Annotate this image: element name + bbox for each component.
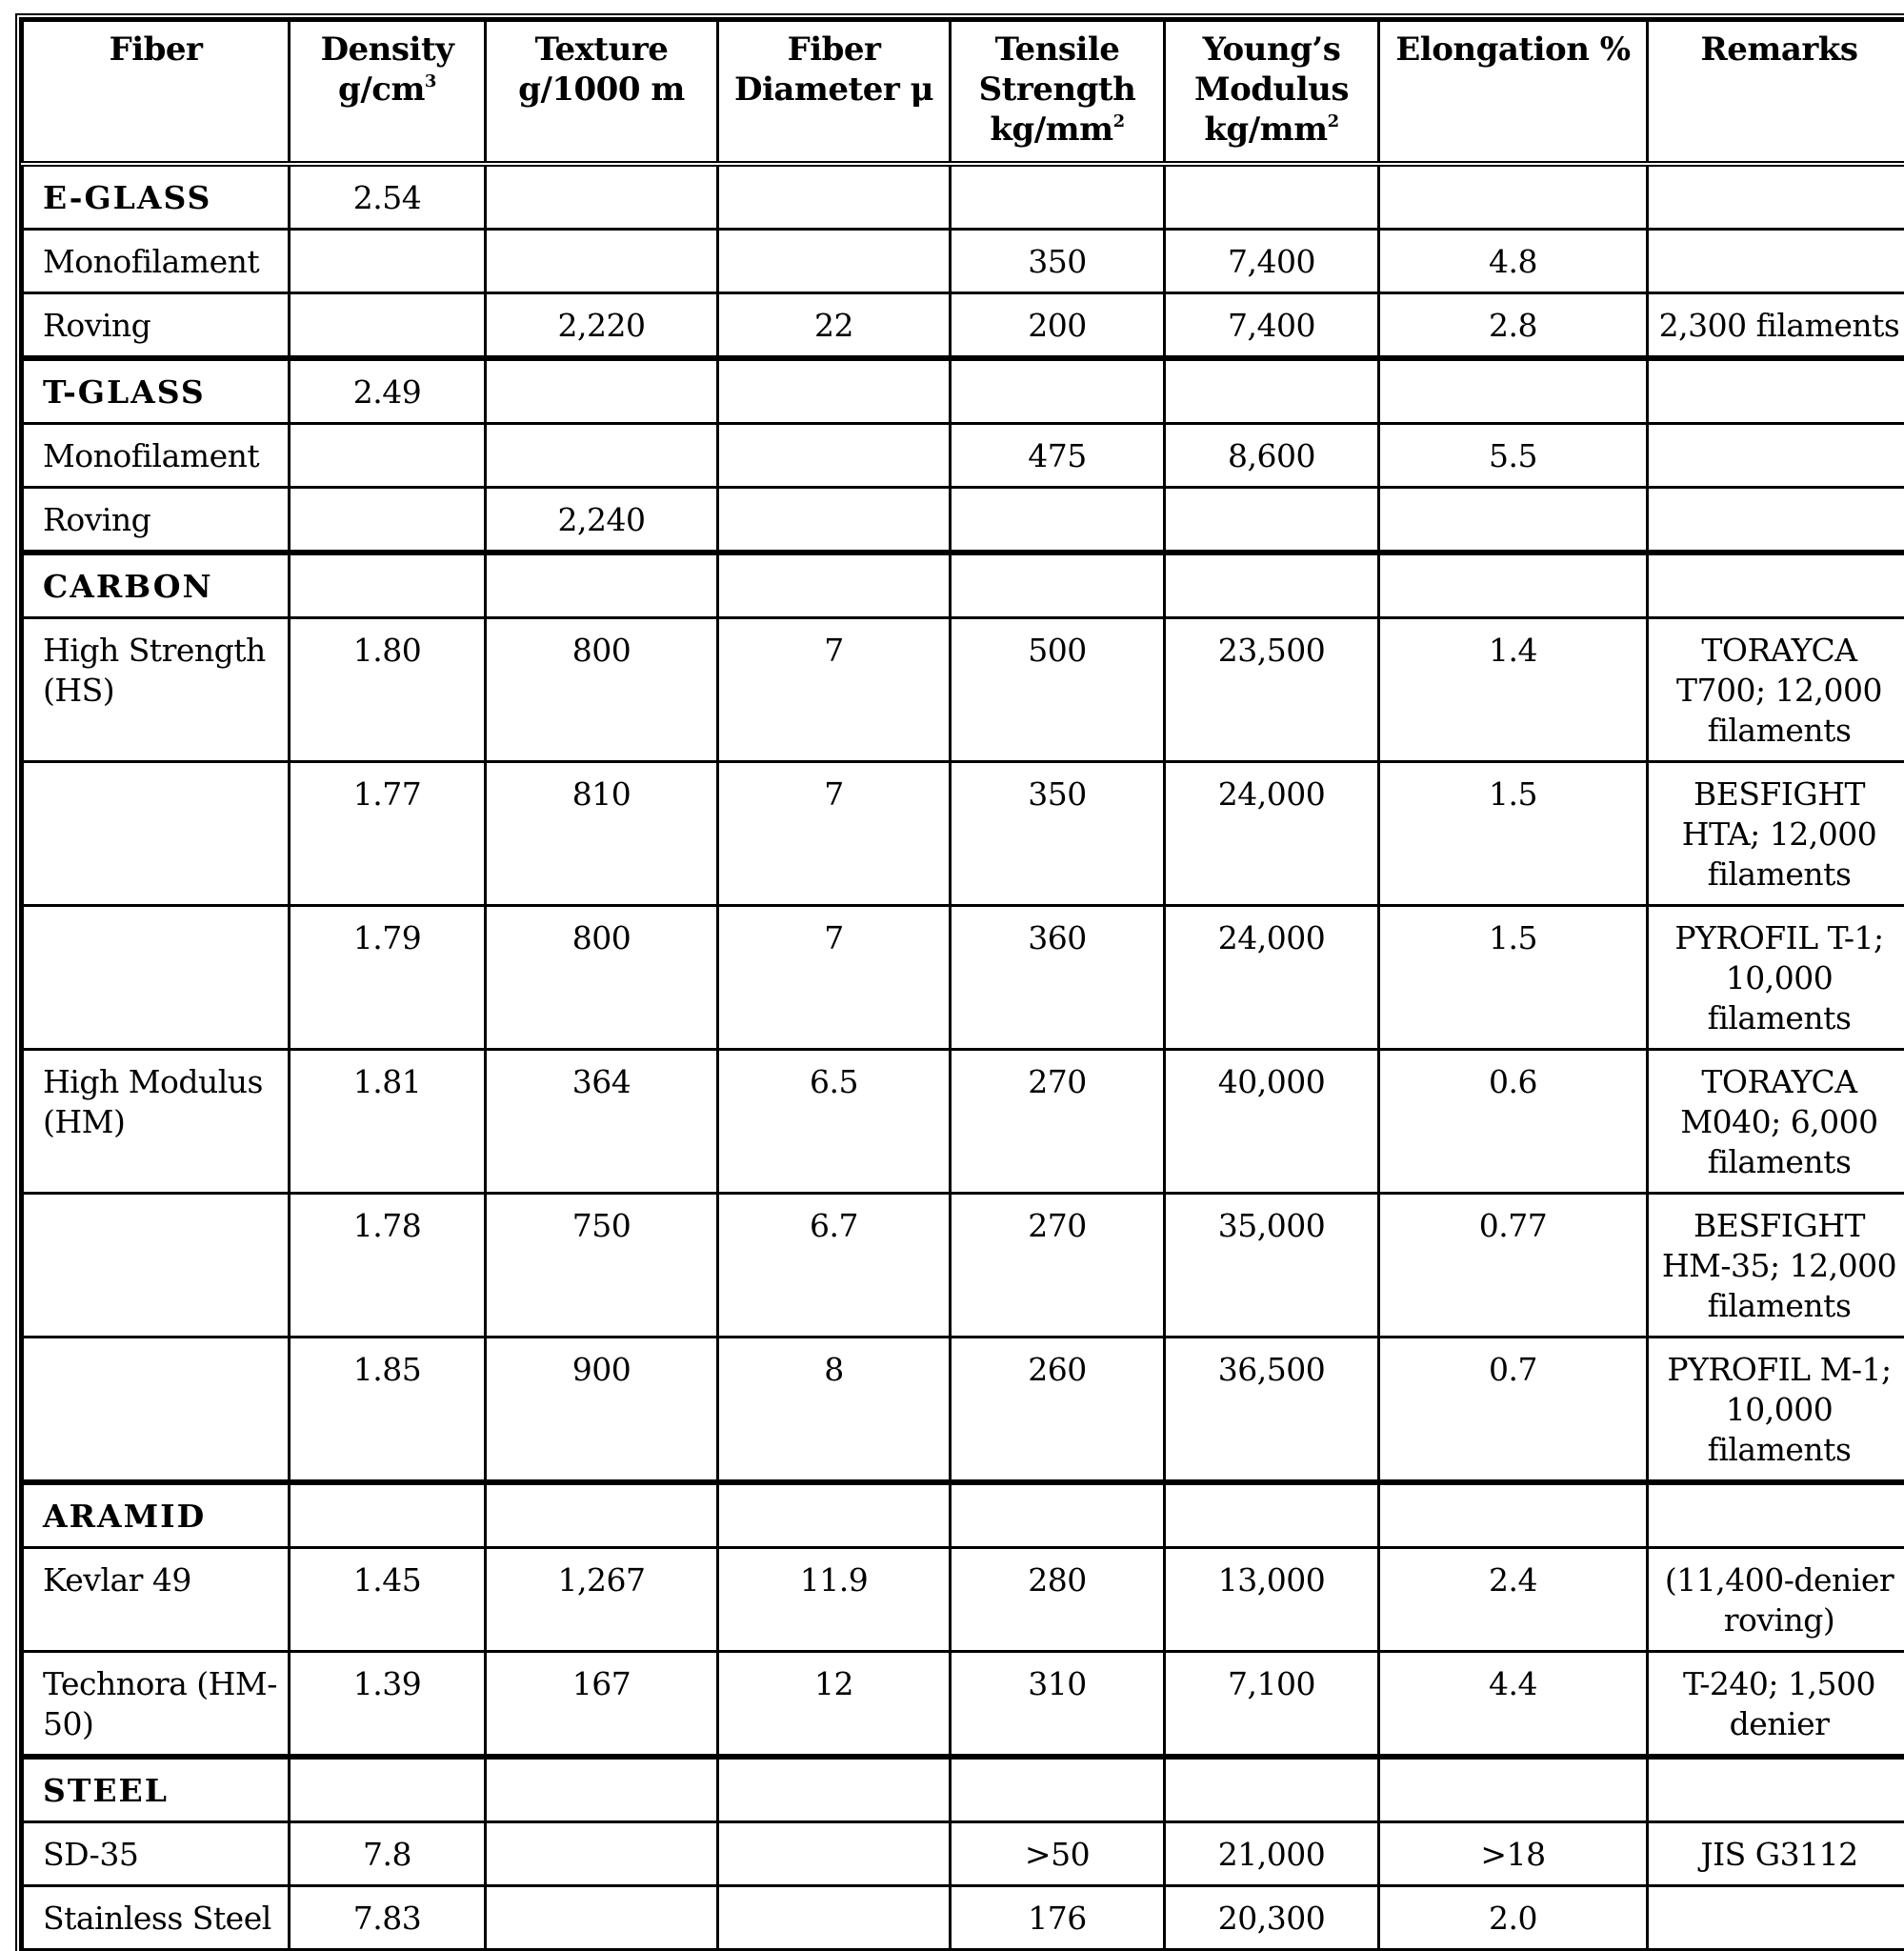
cell-elongation: >18 <box>1379 1822 1648 1886</box>
cell-fiber <box>23 762 290 906</box>
cell-texture: 750 <box>486 1194 718 1338</box>
header-unit: Diameter μ <box>734 70 933 109</box>
cell-remarks: TORAYCA M040; 6,000 filaments <box>1648 1050 1904 1194</box>
table-row <box>23 1338 1904 1483</box>
cell-remarks <box>1648 358 1904 424</box>
header-text: Density <box>321 30 454 69</box>
header-text: Young’s <box>1203 30 1341 69</box>
cell-diameter: 6.7 <box>718 1194 951 1338</box>
cell-texture: 364 <box>486 1050 718 1194</box>
group-header-row <box>23 358 1904 424</box>
cell-tensile-strength: 360 <box>951 906 1165 1050</box>
cell-tensile-strength <box>951 1482 1165 1548</box>
group-header-row <box>23 553 1904 618</box>
cell-remarks <box>1648 230 1904 293</box>
cell-tensile-strength <box>951 1757 1165 1822</box>
header-text: Fiber <box>110 30 203 69</box>
cell-youngs-modulus: 40,000 <box>1165 1050 1379 1194</box>
cell-fiber: High Strength (HS) <box>23 618 290 762</box>
cell-texture: 1,267 <box>486 1548 718 1652</box>
cell-remarks: BESFIGHT HM-35; 12,000 filaments <box>1648 1194 1904 1338</box>
cell-diameter: 6.5 <box>718 1050 951 1194</box>
cell-texture <box>486 1482 718 1548</box>
cell-fiber: Technora (HM-50) <box>23 1652 290 1758</box>
header-unit: g/1000 m <box>518 70 685 109</box>
cell-texture: 900 <box>486 1338 718 1483</box>
cell-elongation: 5.5 <box>1379 424 1648 488</box>
cell-youngs-modulus <box>1165 553 1379 618</box>
cell-diameter: 11.9 <box>718 1548 951 1652</box>
cell-diameter: 12 <box>718 1652 951 1758</box>
cell-fiber <box>23 906 290 1050</box>
cell-texture <box>486 424 718 488</box>
cell-tensile-strength: 280 <box>951 1548 1165 1652</box>
table-row <box>23 293 1904 359</box>
cell-diameter <box>718 553 951 618</box>
header-remarks <box>1648 21 1904 165</box>
cell-density <box>290 553 486 618</box>
cell-elongation: 4.8 <box>1379 230 1648 293</box>
cell-texture: 2,220 <box>486 293 718 359</box>
cell-fiber: Roving <box>23 293 290 359</box>
cell-remarks: PYROFIL T-1; 10,000 filaments <box>1648 906 1904 1050</box>
cell-texture: 810 <box>486 762 718 906</box>
header-fiber <box>23 21 290 165</box>
cell-tensile-strength <box>951 553 1165 618</box>
cell-tensile-strength <box>951 488 1165 553</box>
cell-remarks: T-240; 1,500 denier <box>1648 1652 1904 1758</box>
header-sup: 3 <box>425 71 436 91</box>
cell-tensile-strength: 475 <box>951 424 1165 488</box>
table-row <box>23 906 1904 1050</box>
header-text: Fiber <box>788 30 881 69</box>
cell-remarks <box>1648 553 1904 618</box>
cell-texture <box>486 164 718 230</box>
cell-elongation <box>1379 164 1648 230</box>
cell-elongation: 2.0 <box>1379 1886 1648 1950</box>
group-header-row <box>23 164 1904 230</box>
header-texture <box>486 21 718 165</box>
cell-remarks: PYROFIL M-1; 10,000 filaments <box>1648 1338 1904 1483</box>
cell-density: 1.78 <box>290 1194 486 1338</box>
cell-tensile-strength: 310 <box>951 1652 1165 1758</box>
cell-fiber: Roving <box>23 488 290 553</box>
cell-tensile-strength: 270 <box>951 1050 1165 1194</box>
cell-elongation <box>1379 553 1648 618</box>
cell-density: 7.83 <box>290 1886 486 1950</box>
cell-density <box>290 488 486 553</box>
cell-texture <box>486 1757 718 1822</box>
cell-tensile-strength: 270 <box>951 1194 1165 1338</box>
header-text: Remarks <box>1700 30 1857 69</box>
cell-elongation <box>1379 488 1648 553</box>
header-sup: 2 <box>1328 111 1339 131</box>
cell-elongation: 1.5 <box>1379 906 1648 1050</box>
cell-remarks: TORAYCA T700; 12,000 filaments <box>1648 618 1904 762</box>
cell-tensile-strength <box>951 164 1165 230</box>
cell-diameter: 8 <box>718 1338 951 1483</box>
header-text: Elongation % <box>1395 30 1630 69</box>
cell-remarks <box>1648 1482 1904 1548</box>
cell-fiber: SD-35 <box>23 1822 290 1886</box>
cell-youngs-modulus: 35,000 <box>1165 1194 1379 1338</box>
header-youngs-modulus <box>1165 21 1379 165</box>
cell-fiber: Kevlar 49 <box>23 1548 290 1652</box>
cell-diameter <box>718 1482 951 1548</box>
header-text: Tensile <box>995 30 1120 69</box>
header-unit: kg/mm <box>1204 111 1327 149</box>
cell-elongation: 1.4 <box>1379 618 1648 762</box>
cell-diameter: 22 <box>718 293 951 359</box>
cell-fiber: T-GLASS <box>23 358 290 424</box>
cell-elongation: 2.4 <box>1379 1548 1648 1652</box>
cell-diameter <box>718 488 951 553</box>
cell-fiber: STEEL <box>23 1757 290 1822</box>
cell-tensile-strength: 350 <box>951 762 1165 906</box>
cell-density <box>290 293 486 359</box>
cell-density: 7.8 <box>290 1822 486 1886</box>
fiber-properties-table-container <box>15 13 1904 1951</box>
cell-youngs-modulus <box>1165 358 1379 424</box>
cell-density: 1.81 <box>290 1050 486 1194</box>
cell-diameter <box>718 1757 951 1822</box>
cell-fiber: Monofilament <box>23 230 290 293</box>
header-sup: 2 <box>1113 111 1125 131</box>
header-text: Texture <box>535 30 669 69</box>
header-text: Strength <box>979 70 1136 109</box>
header-unit: g/cm <box>338 70 425 109</box>
header-text: Modulus <box>1194 70 1349 109</box>
cell-remarks: (11,400-denier roving) <box>1648 1548 1904 1652</box>
cell-texture <box>486 230 718 293</box>
cell-youngs-modulus: 13,000 <box>1165 1548 1379 1652</box>
table-row <box>23 424 1904 488</box>
cell-diameter <box>718 1886 951 1950</box>
cell-remarks <box>1648 1757 1904 1822</box>
cell-fiber <box>23 1194 290 1338</box>
cell-fiber: E-GLASS <box>23 164 290 230</box>
cell-fiber: ARAMID <box>23 1482 290 1548</box>
cell-density: 1.39 <box>290 1652 486 1758</box>
cell-density: 2.54 <box>290 164 486 230</box>
table-row <box>23 1548 1904 1652</box>
cell-tensile-strength: 176 <box>951 1886 1165 1950</box>
cell-density <box>290 1482 486 1548</box>
cell-youngs-modulus: 7,400 <box>1165 293 1379 359</box>
table-row <box>23 230 1904 293</box>
cell-youngs-modulus: 23,500 <box>1165 618 1379 762</box>
cell-youngs-modulus <box>1165 1482 1379 1548</box>
cell-fiber <box>23 1338 290 1483</box>
header-density <box>290 21 486 165</box>
cell-elongation <box>1379 1482 1648 1548</box>
cell-youngs-modulus: 7,400 <box>1165 230 1379 293</box>
table-row <box>23 1886 1904 1950</box>
cell-fiber: Stainless Steel <box>23 1886 290 1950</box>
table-row <box>23 762 1904 906</box>
cell-elongation: 0.6 <box>1379 1050 1648 1194</box>
cell-remarks: 2,300 filaments <box>1648 293 1904 359</box>
cell-tensile-strength: 200 <box>951 293 1165 359</box>
cell-elongation: 2.8 <box>1379 293 1648 359</box>
header-row <box>23 21 1904 165</box>
cell-tensile-strength: 500 <box>951 618 1165 762</box>
cell-youngs-modulus <box>1165 164 1379 230</box>
cell-texture <box>486 553 718 618</box>
cell-remarks <box>1648 488 1904 553</box>
cell-tensile-strength: 350 <box>951 230 1165 293</box>
table-row <box>23 488 1904 553</box>
cell-fiber: High Modulus (HM) <box>23 1050 290 1194</box>
cell-density: 1.45 <box>290 1548 486 1652</box>
cell-diameter <box>718 424 951 488</box>
cell-fiber: CARBON <box>23 553 290 618</box>
cell-diameter <box>718 164 951 230</box>
group-header-row <box>23 1482 1904 1548</box>
cell-diameter <box>718 358 951 424</box>
cell-elongation: 0.77 <box>1379 1194 1648 1338</box>
cell-tensile-strength <box>951 358 1165 424</box>
table-row <box>23 1050 1904 1194</box>
cell-remarks <box>1648 1886 1904 1950</box>
cell-remarks <box>1648 424 1904 488</box>
cell-diameter <box>718 230 951 293</box>
cell-tensile-strength: >50 <box>951 1822 1165 1886</box>
header-tensile-strength <box>951 21 1165 165</box>
cell-density: 2.49 <box>290 358 486 424</box>
table-row <box>23 618 1904 762</box>
table-row <box>23 1652 1904 1758</box>
cell-elongation: 4.4 <box>1379 1652 1648 1758</box>
cell-youngs-modulus <box>1165 1757 1379 1822</box>
cell-elongation: 1.5 <box>1379 762 1648 906</box>
header-fiber-diameter <box>718 21 951 165</box>
cell-youngs-modulus: 8,600 <box>1165 424 1379 488</box>
table-body <box>23 164 1904 1950</box>
cell-youngs-modulus: 36,500 <box>1165 1338 1379 1483</box>
table-row <box>23 1194 1904 1338</box>
cell-texture: 800 <box>486 618 718 762</box>
cell-texture: 2,240 <box>486 488 718 553</box>
cell-elongation: 0.7 <box>1379 1338 1648 1483</box>
cell-density <box>290 1757 486 1822</box>
cell-diameter: 7 <box>718 906 951 1050</box>
cell-youngs-modulus: 24,000 <box>1165 906 1379 1050</box>
cell-texture <box>486 358 718 424</box>
cell-texture: 800 <box>486 906 718 1050</box>
cell-youngs-modulus <box>1165 488 1379 553</box>
cell-fiber: Monofilament <box>23 424 290 488</box>
cell-texture <box>486 1822 718 1886</box>
cell-remarks: BESFIGHT HTA; 12,000 filaments <box>1648 762 1904 906</box>
cell-diameter: 7 <box>718 618 951 762</box>
cell-youngs-modulus: 7,100 <box>1165 1652 1379 1758</box>
cell-diameter <box>718 1822 951 1886</box>
cell-density: 1.77 <box>290 762 486 906</box>
cell-remarks: JIS G3112 <box>1648 1822 1904 1886</box>
cell-youngs-modulus: 20,300 <box>1165 1886 1379 1950</box>
cell-youngs-modulus: 21,000 <box>1165 1822 1379 1886</box>
cell-elongation <box>1379 1757 1648 1822</box>
cell-tensile-strength: 260 <box>951 1338 1165 1483</box>
cell-density <box>290 424 486 488</box>
cell-density: 1.80 <box>290 618 486 762</box>
cell-elongation <box>1379 358 1648 424</box>
cell-density: 1.79 <box>290 906 486 1050</box>
group-header-row <box>23 1757 1904 1822</box>
fiber-properties-table <box>21 19 1904 1951</box>
cell-texture <box>486 1886 718 1950</box>
header-unit: kg/mm <box>990 111 1112 149</box>
cell-texture: 167 <box>486 1652 718 1758</box>
cell-remarks <box>1648 164 1904 230</box>
table-row <box>23 1822 1904 1886</box>
header-elongation <box>1379 21 1648 165</box>
cell-density: 1.85 <box>290 1338 486 1483</box>
cell-youngs-modulus: 24,000 <box>1165 762 1379 906</box>
cell-density <box>290 230 486 293</box>
cell-diameter: 7 <box>718 762 951 906</box>
